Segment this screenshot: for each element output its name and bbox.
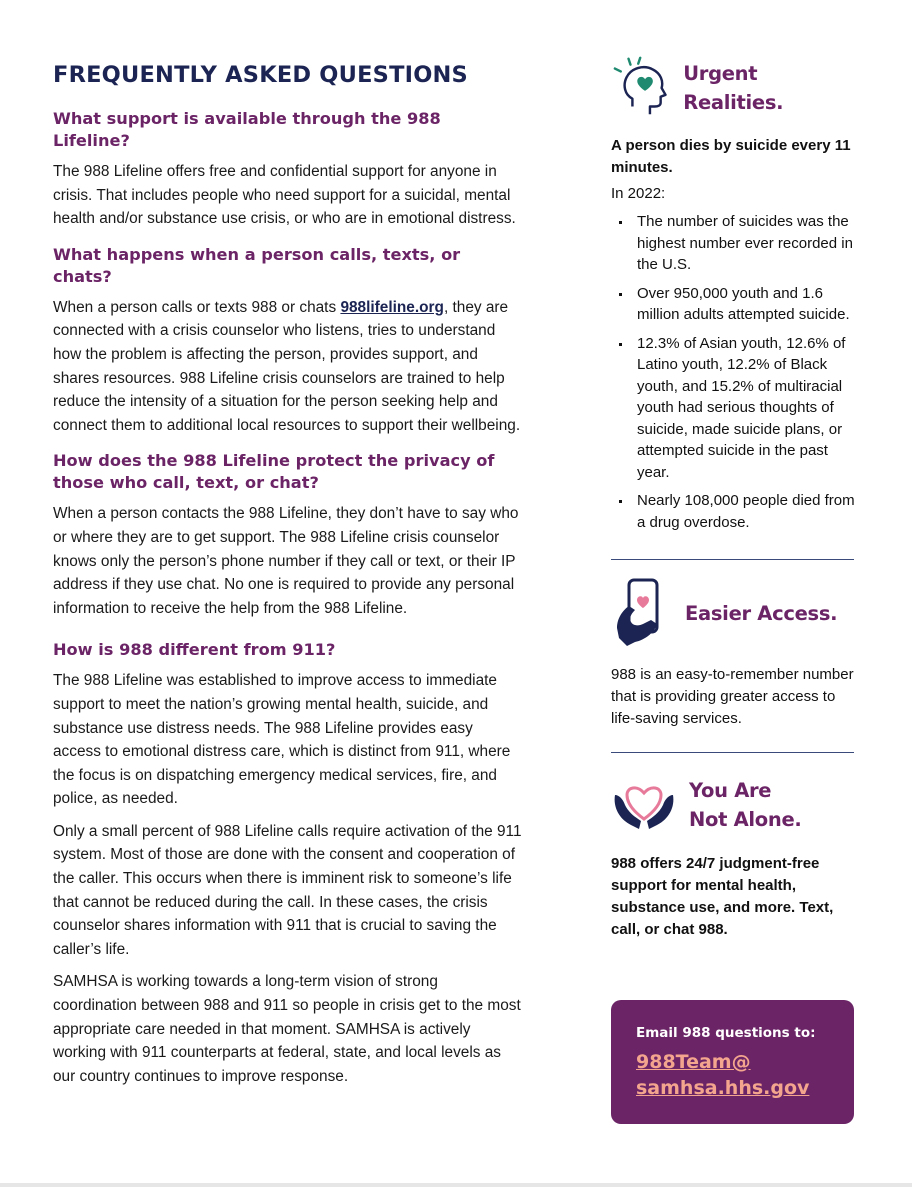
urgent-year-label: In 2022: [611,185,666,202]
cta-email-line1: 988Team@ [636,1051,751,1073]
easier-access-body: 988 is an easy-to-remember number that is providing greater access to life-saving services. [611,666,854,727]
divider [611,752,854,753]
sidebar-column [611,55,859,941]
easier-access-title: Easier Access. [685,601,838,625]
faq-question-1: What support is available through the 988 Lifeline? [53,109,441,150]
faq-answer-4a: The 988 Lifeline was established to improve access to immediate support to meet the nation’s growing mental health, suicide, and substance use distress needs. The 988 Lifeline provides easy access to emotional distress care, which is distinct from 911, where the focus is on dispatching emergency medical services, fire, and police, as needed. [53,672,511,808]
faq-answer-2 [53,296,523,438]
not-alone-title [689,776,802,834]
faq-answer-4b: Only a small percent of 988 Lifeline calls require activation of the 911 system. Most of those are done with the consent and cooperation of the caller. This occurs when there is imminent risk to someone’s life that cannot be reduced during the call. In these cases, the crisis counselor shares information with 911 that is crucial to saving the caller’s life. [53,822,522,958]
faq-question-3: How does the 988 Lifeline protect the privacy of those who call, text, or chat? [53,451,495,493]
faq-question-4: How is 988 different from 911? [53,640,336,660]
page-edge [0,1183,912,1187]
faq-answer-1: The 988 Lifeline offers free and confidential support for anyone in crisis. That includes people who need support for a suicidal, mental health and/or substance use crisis, or who are in emotional distress. [53,163,516,228]
faq-column [53,60,523,1097]
phone-heart-icon [611,576,673,650]
faq-answer-4c: SAMHSA is working towards a long-term vision of strong coordination between 988 and 911 so people in crisis get to the most appropriate care needed in that moment. SAMHSA is actively working with 911 counterparts at federal, state, and local levels as our country continues to improve response. [53,973,521,1085]
fact-item: The number of suicides was the highest number ever recorded in the U.S. [611,211,859,276]
not-alone-title-line2: Not Alone. [689,808,802,831]
lifeline-website-link[interactable]: 988lifeline.org [340,298,444,316]
urgent-realities-header [611,55,859,121]
easier-access-header [611,576,859,650]
fact-item: 12.3% of Asian youth, 12.6% of Latino youth, 12.2% of Black youth, and 15.2% of multiracial youth had serious thoughts of suicide, made suicide plans, or attempted suicide in the past year. [611,333,859,484]
faq-answer-2-before: When a person calls or texts 988 or chats [53,298,341,316]
faq-answer-2-after: , they are connected with a crisis counselor who listens, tries to understand how the problem is affecting the person, provides support, and shares resources. 988 Lifeline crisis counselors are trained to help reduce the intensity of a situation for the person seeking help and connect them to additional local resources to support their wellbeing. [53,298,521,434]
not-alone-header [611,775,859,835]
cta-email-link[interactable] [636,1049,829,1101]
cta-email-line2: samhsa.hhs.gov [636,1077,810,1099]
not-alone-title-line1: You Are [689,779,772,802]
divider [611,559,854,560]
email-cta-box [611,1000,854,1124]
fact-item: Over 950,000 youth and 1.6 million adults attempted suicide. [611,283,859,326]
fact-item: Nearly 108,000 people died from a drug overdose. [611,490,859,533]
not-alone-body: 988 offers 24/7 judgment-free support for mental health, substance use, and more. Text, call, or chat 988. [611,855,834,938]
head-heart-icon [611,55,675,121]
cta-label: Email 988 questions to: [636,1025,816,1041]
urgent-realities-title: Urgent Realities. [683,62,784,114]
faq-question-2: What happens when a person calls, texts, or chats? [53,244,461,286]
urgent-lead: A person dies by suicide every 11 minutes. [611,137,851,176]
hands-heart-icon [611,775,677,835]
urgent-facts-list [611,211,859,533]
faq-title: FREQUENTLY ASKED QUESTIONS [53,62,468,88]
faq-answer-3: When a person contacts the 988 Lifeline, they don’t have to say who or where they are to get support. The 988 Lifeline crisis counselor knows only the person’s phone number if they call or text, or their IP address if they use chat. No one is required to provide any personal information to receive the help from the 988 Lifeline. [53,505,519,617]
